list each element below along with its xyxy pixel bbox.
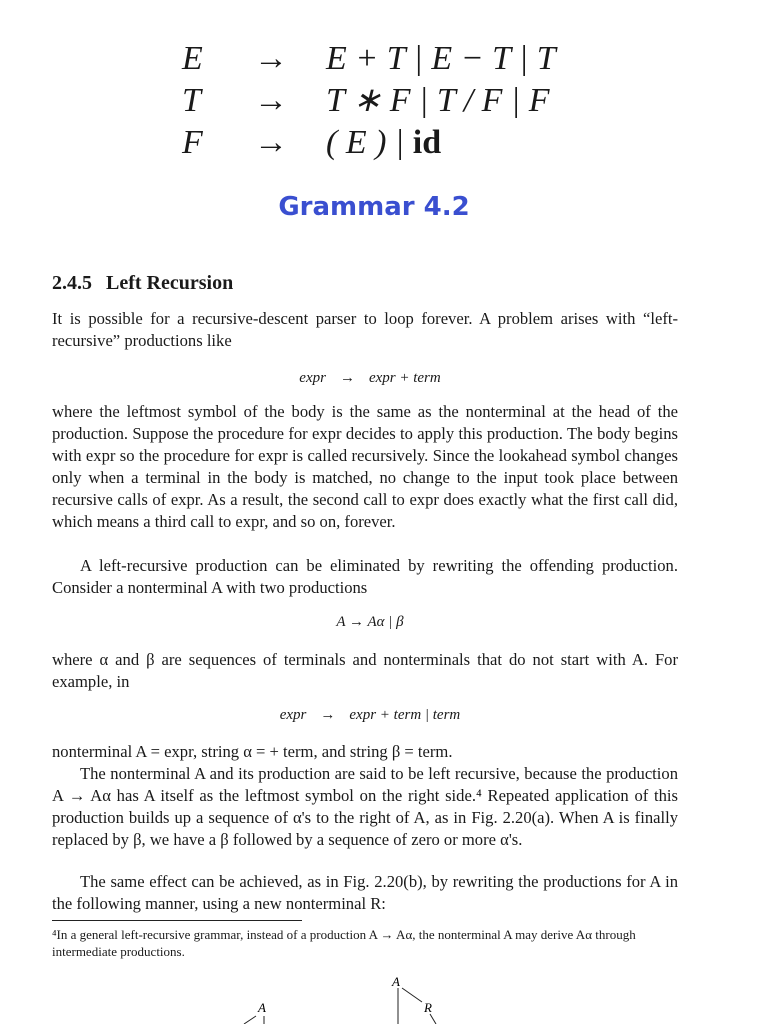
tree-node-r: R <box>424 1000 432 1015</box>
footnote: ⁴In a general left-recursive grammar, instead of a production A → Aα, the nonterminal A may derive Aα through intermediate productions. <box>52 927 636 959</box>
paragraph-7: The same effect can be achieved, as in Fig. 2.20(b), by rewriting the productions for A in the following manner, using a new nonterminal R: <box>52 872 678 913</box>
grammar-rule-t: T → T ∗ F | T / F | F <box>182 82 550 119</box>
display-production-1: expr → expr + term <box>299 370 441 386</box>
grammar-rule-e: E → E + T | E − T | T <box>182 40 556 77</box>
paragraph-1: It is possible for a recursive-descent parser to loop forever. A problem arises with “left-recursive” productions like <box>52 309 678 350</box>
section-number: 2.4.5 <box>52 272 92 294</box>
grammar-caption: Grammar 4.2 <box>278 192 470 222</box>
tree-node-a-top: A <box>392 974 400 989</box>
paragraph-5: nonterminal A = expr, string α = + term, and string β = term. <box>52 742 453 761</box>
paragraph-6: The nonterminal A and its production are said to be left recursive, because the production A → Aα has A itself as the leftmost symbol on the right side.⁴ Repeated application of this production builds up a sequence of α's to the right of A, as in Fig. 2.20(a). When A is finally replaced by β, we have a β followed by a sequence of zero or more α's. <box>52 764 678 849</box>
grammar-rule-f: F → ( E ) | id <box>182 124 442 161</box>
paragraph-2: where the leftmost symbol of the body is the same as the nonterminal at the head of the production. Suppose the procedure for expr decides to apply this production. The body begins with expr so the procedure for expr is called recursively. Since the lookahead symbol changes only when a terminal in the body is matched, no change to the input took place between recursive calls of expr. As a result, the second call to expr does exactly what the first call did, which means a third call to expr, and so on, forever. <box>52 402 678 531</box>
parse-tree-figure <box>200 970 500 1024</box>
section-heading <box>52 272 233 295</box>
display-production-2: A → Aα | β <box>336 614 404 630</box>
paragraph-4: where α and β are sequences of terminals and nonterminals that do not start with A. For example, in <box>52 650 678 691</box>
tree-edge-right <box>402 988 422 1002</box>
footnote-rule <box>52 920 302 921</box>
tree-edge-a-left <box>244 1016 256 1024</box>
section-title: Left Recursion <box>106 272 234 294</box>
tree-edge-r <box>430 1014 436 1024</box>
paragraph-3: A left-recursive production can be eliminated by rewriting the offending production. Consider a nonterminal A with two productions <box>52 556 678 597</box>
display-production-3: expr → expr + term | term <box>279 707 461 723</box>
tree-node-a-left: A <box>258 1000 266 1015</box>
